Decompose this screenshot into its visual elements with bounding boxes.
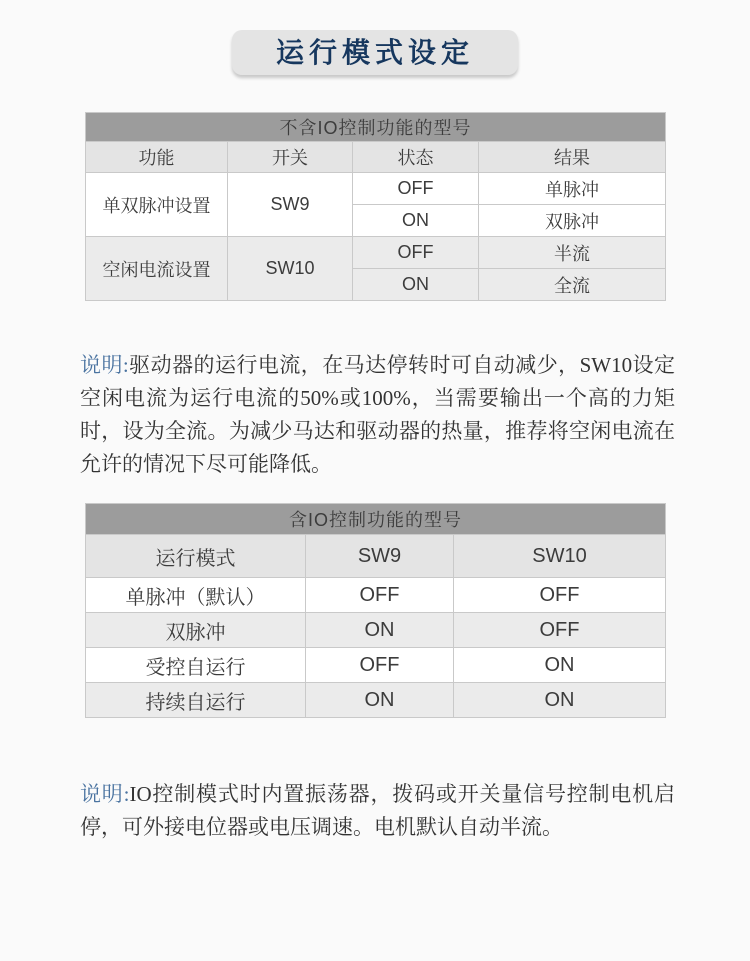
table2-caption: 含IO控制功能的型号 (86, 504, 666, 535)
table-row (86, 173, 666, 205)
cell-mode: 受控自运行 (86, 648, 306, 683)
table-row (86, 237, 666, 269)
column-header: SW9 (306, 535, 454, 578)
cell-sw9: OFF (306, 578, 454, 613)
cell-mode: 持续自运行 (86, 683, 306, 718)
table-row (86, 648, 666, 683)
column-header: 开关 (228, 142, 353, 173)
cell-mode: 双脉冲 (86, 613, 306, 648)
cell-sw9: OFF (306, 648, 454, 683)
page-title: 运行模式设定 (232, 30, 518, 75)
cell-state: OFF (353, 237, 479, 269)
table-row (86, 535, 666, 578)
table-io-control (85, 503, 666, 718)
note-idle-current (80, 349, 675, 481)
cell-function: 空闲电流设置 (86, 237, 228, 301)
column-header: 结果 (479, 142, 666, 173)
cell-sw10: OFF (454, 578, 666, 613)
cell-mode: 单脉冲（默认） (86, 578, 306, 613)
cell-result: 全流 (479, 269, 666, 301)
note-label: 说明: (80, 353, 129, 377)
column-header: 运行模式 (86, 535, 306, 578)
table-no-io-control (85, 112, 666, 301)
note-text: IO控制模式时内置振荡器，拨码或开关量信号控制电机启停，可外接电位器或电压调速。电机默认自动半流。 (80, 782, 675, 839)
cell-switch: SW10 (228, 237, 353, 301)
cell-function: 单双脉冲设置 (86, 173, 228, 237)
cell-sw10: ON (454, 683, 666, 718)
cell-sw9: ON (306, 613, 454, 648)
note-io-mode (80, 778, 675, 844)
note-label: 说明: (80, 782, 130, 806)
cell-sw9: ON (306, 683, 454, 718)
cell-switch: SW9 (228, 173, 353, 237)
cell-result: 半流 (479, 237, 666, 269)
note-text: 驱动器的运行电流，在马达停转时可自动减少，SW10设定空闲电流为运行电流的50%或100%，当需要输出一个高的力矩时，设为全流。为减少马达和驱动器的热量，推荐将空闲电流在允许的情况下尽可能降低。 (80, 353, 675, 476)
table-row (86, 613, 666, 648)
cell-result: 单脉冲 (479, 173, 666, 205)
cell-result: 双脉冲 (479, 205, 666, 237)
table-row (86, 504, 666, 535)
cell-sw10: ON (454, 648, 666, 683)
table-row (86, 683, 666, 718)
cell-state: ON (353, 205, 479, 237)
column-header: SW10 (454, 535, 666, 578)
cell-state: ON (353, 269, 479, 301)
cell-sw10: OFF (454, 613, 666, 648)
column-header: 状态 (353, 142, 479, 173)
table-row (86, 578, 666, 613)
column-header: 功能 (86, 142, 228, 173)
table-row (86, 113, 666, 142)
table1-caption: 不含IO控制功能的型号 (86, 113, 666, 142)
table-row (86, 142, 666, 173)
cell-state: OFF (353, 173, 479, 205)
